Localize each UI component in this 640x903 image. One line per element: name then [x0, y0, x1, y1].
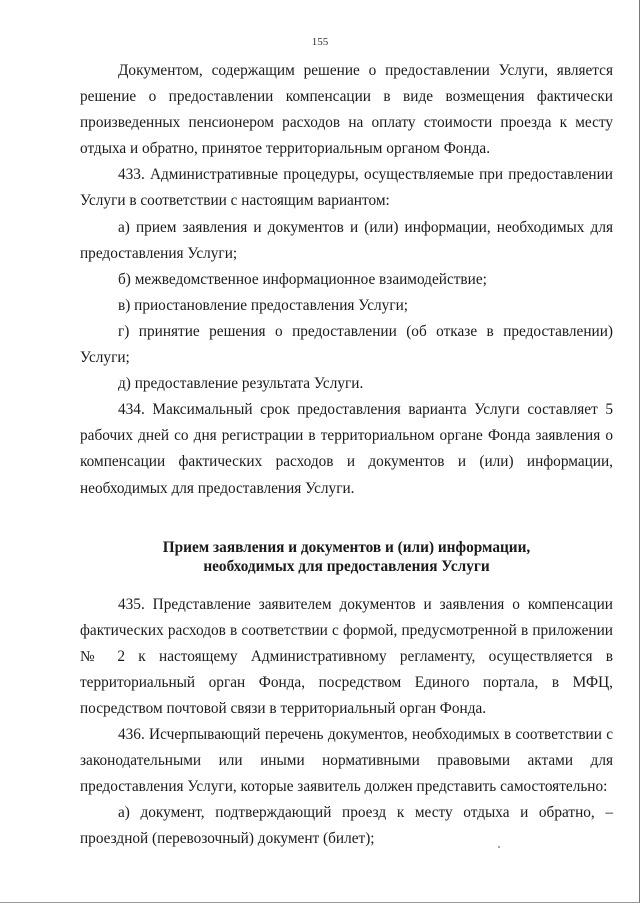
paragraph-435: 435. Представление заявителем документов и заявления о компенсации фактических расходов в соответствии с формой, предусмотренной в приложении № 2 к настоящему Административному регламенту, осуществляется в территориальный орган Фонда, посредством Единого портала, в МФЦ, посредством почтовой связи в территориальный орган Фонда. [80, 595, 613, 717]
page-number: 155 [311, 36, 329, 48]
list-item-a: а) прием заявления и документов и (или) информации, необходимых для предоставления Услуги; [80, 218, 613, 262]
section-heading-line-1: Прием заявления и документов и (или) информации, [162, 538, 531, 556]
list-item-d: д) предоставление результата Услуги. [118, 375, 364, 393]
list-item-b: б) межведомственное информационное взаимодействие; [118, 270, 487, 288]
section-heading-line-2: необходимых для предоставления Услуги [203, 557, 490, 575]
scan-speck [498, 846, 500, 848]
paragraph-436: 436. Исчерпывающий перечень документов, необходимых в соответствии с законодательными или иными нормативными правовыми актами для предоставления Услуги, которые заявитель должен представить самостоятельно: [80, 726, 613, 796]
list-item-v: в) приостановление предоставления Услуги; [118, 296, 409, 314]
paragraph-434: 434. Максимальный срок предоставления варианта Услуги составляет 5 рабочих дней со дня регистрации в территориальном органе Фонда заявления о компенсации фактических расходов и документов и (или) информации, необходимых для предоставления Услуги. [80, 401, 613, 497]
list-item-g: г) принятие решения о предоставлении (об отказе в предоставлении) Услуги; [80, 322, 613, 367]
list-item-a-ticket: а) документ, подтверждающий проезд к месту отдыха и обратно, – проездной (перевозочный) документ (билет); [80, 804, 613, 848]
paragraph-result-document: Документом, содержащим решение о предоставлении Услуги, является решение о предоставлении компенсации в виде возмещения фактически произведенных пенсионером расходов на оплату стоимости проезда к месту отдыха и обратно, принятое территориальным органом Фонда. [80, 62, 613, 158]
document-body [80, 58, 613, 853]
paragraph-433: 433. Административные процедуры, осуществляемые при предоставлении Услуги в соответствии с настоящим вариантом: [80, 166, 613, 210]
section-heading [80, 538, 613, 576]
